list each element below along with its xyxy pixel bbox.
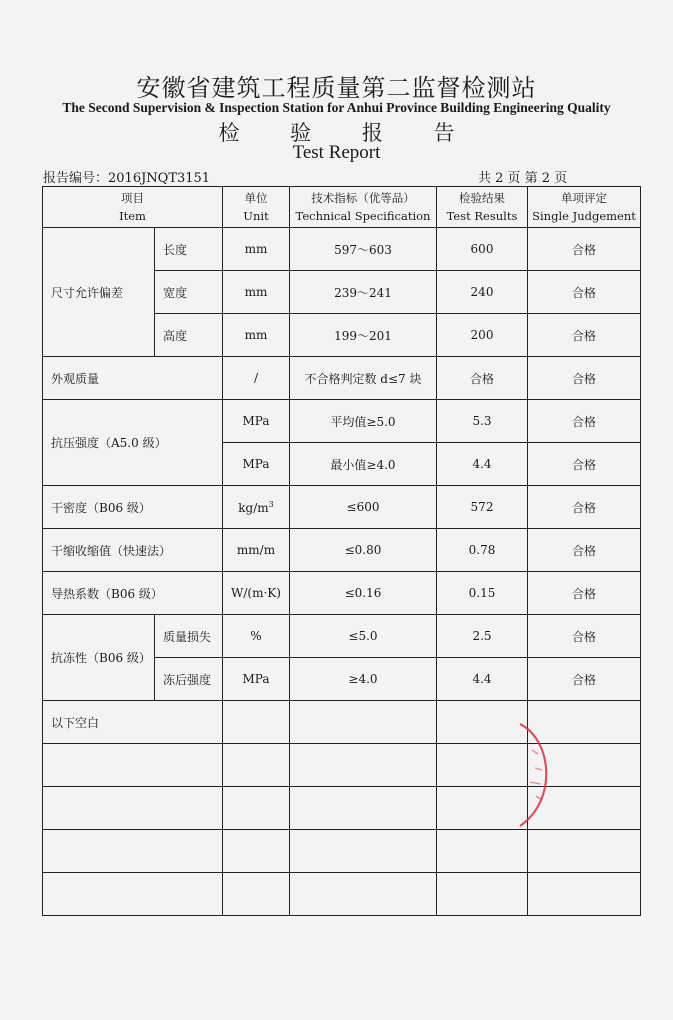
report-number: 报告编号：2016JNQT3151 [43,171,211,186]
col-header-spec: 技术指标（优等品） Technical Specification [290,187,437,228]
report-title-en: Test Report [292,142,381,163]
unit-cell: / [223,357,290,400]
result-cell: 0.78 [437,529,528,572]
report-title-cn: 检 验 报 告 [218,121,477,145]
item-thermal: 导热系数（B06 级） [43,572,223,615]
spec-cell: ≤0.16 [290,572,437,615]
sub-item: 高度 [155,314,223,357]
spec-cell: ≤0.80 [290,529,437,572]
judge-cell: 合格 [528,271,641,314]
institution-title-cn: 安徽省建筑工程质量第二监督检测站 [136,74,537,102]
sub-item: 宽度 [155,271,223,314]
unit-cell: MPa [223,443,290,486]
result-cell: 240 [437,271,528,314]
result-cell: 600 [437,228,528,271]
table-row-blank [43,830,641,873]
unit-cell: $kg/m^3$ [223,486,290,529]
spec-cell: 最小值≥4.0 [290,443,437,486]
item-group-frost: 抗冻性（B06 级） [43,615,155,701]
spec-cell: 平均值≥5.0 [290,400,437,443]
col-header-unit: 单位 Unit [223,187,290,228]
sub-item: 冻后强度 [155,658,223,701]
judge-cell: 合格 [528,658,641,701]
unit-cell: mm [223,314,290,357]
judge-cell: 合格 [528,314,641,357]
result-cell: 合格 [437,357,528,400]
result-cell: 5.3 [437,400,528,443]
result-cell: 200 [437,314,528,357]
sub-item: 长度 [155,228,223,271]
table-row [43,357,641,400]
col-header-result: 检验结果 Test Results [437,187,528,228]
table-row-blank [43,873,641,916]
result-cell: 572 [437,486,528,529]
unit-cell: mm [223,271,290,314]
judge-cell: 合格 [528,529,641,572]
col-header-judge: 单项评定 Single Judgement [528,187,641,228]
header-row [43,187,641,228]
judge-cell: 合格 [528,486,641,529]
judge-cell: 合格 [528,615,641,658]
judge-cell: 合格 [528,443,641,486]
item-appearance: 外观质量 [43,357,223,400]
item-shrinkage: 干缩收缩值（快速法） [43,529,223,572]
judge-cell: 合格 [528,572,641,615]
table-row [43,486,641,529]
col-header-item: 项目 Item [43,187,223,228]
seal-stamp [480,720,570,830]
spec-cell: ≥4.0 [290,658,437,701]
unit-cell: W/(m·K) [223,572,290,615]
spec-cell: 597～603 [290,228,437,271]
unit-cell: MPa [223,400,290,443]
page-count: 共 2 页 第 2 页 [478,171,568,186]
unit-cell: % [223,615,290,658]
table-row [43,400,641,443]
spec-cell: 199～201 [290,314,437,357]
item-group-strength: 抗压强度（A5.0 级） [43,400,223,486]
table-row [43,615,641,658]
result-cell: 4.4 [437,443,528,486]
table-row [43,228,641,271]
item-group-dimension: 尺寸允许偏差 [43,228,155,357]
result-cell: 4.4 [437,658,528,701]
judge-cell: 合格 [528,228,641,271]
institution-title-en: The Second Supervision & Inspection Station for Anhui Province Building Engineering Quality [62,100,611,115]
result-cell: 0.15 [437,572,528,615]
blank-note: 以下空白 [43,701,223,744]
spec-cell: ≤600 [290,486,437,529]
sub-item: 质量损失 [155,615,223,658]
unit-cell: mm/m [223,529,290,572]
unit-cell: mm [223,228,290,271]
spec-cell: 239～241 [290,271,437,314]
table-row [43,572,641,615]
judge-cell: 合格 [528,357,641,400]
spec-cell: 不合格判定数 d≤7 块 [290,357,437,400]
result-cell: 2.5 [437,615,528,658]
spec-cell: ≤5.0 [290,615,437,658]
item-density: 干密度（B06 级） [43,486,223,529]
unit-cell: MPa [223,658,290,701]
judge-cell: 合格 [528,400,641,443]
table-row [43,529,641,572]
